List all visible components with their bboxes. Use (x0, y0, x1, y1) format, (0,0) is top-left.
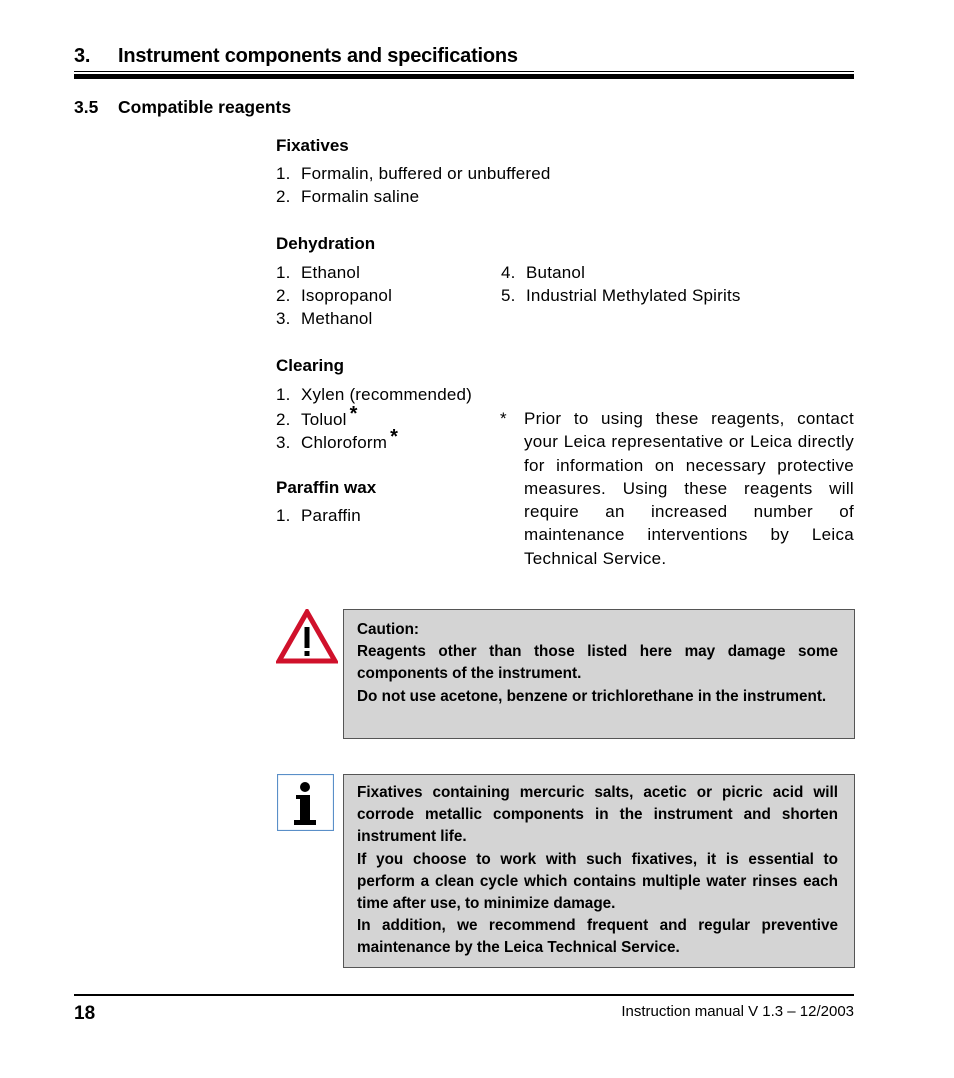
list-text: Paraffin (301, 506, 361, 525)
section-number: 3.5 (74, 97, 99, 117)
clearing-heading: Clearing (276, 356, 345, 375)
chapter-title (74, 45, 518, 68)
asterisk-mark: * (390, 426, 399, 448)
header-rule-thin (74, 71, 854, 72)
info-icon (277, 774, 334, 831)
section-title (74, 97, 291, 118)
list-text: Toluol (301, 410, 347, 429)
asterisk-mark: * (349, 403, 358, 425)
chapter-title-text: Instrument components and specifications (118, 45, 518, 67)
info-paragraph-1: Fixatives containing mercuric salts, acetic or picric acid will corrode metallic components in the instrument and shorten instrument life. (357, 784, 838, 846)
list-item (276, 506, 361, 526)
list-number: 1. (276, 263, 291, 282)
list-number: 1. (276, 385, 291, 404)
list-item (276, 309, 373, 329)
footnote-text: Prior to using these reagents, contact your Leica representative or Leica directly for information on necessary protective measures. Using these reagents will require an increased number of maintenance interventions by Leica Technical Service. (524, 409, 854, 568)
dehydration-heading: Dehydration (276, 234, 376, 253)
info-paragraph-2: If you choose to work with such fixatives, it is essential to perform a clean cycle which contains multiple water rinses each time after use, to minimize damage. (357, 850, 838, 913)
section-title-text: Compatible reagents (118, 97, 292, 117)
list-item (276, 426, 399, 454)
list-text: Methanol (301, 309, 373, 328)
list-item (276, 187, 419, 207)
list-text: Ethanol (301, 263, 361, 282)
list-item (501, 263, 585, 283)
list-text: Butanol (526, 263, 586, 282)
list-number: 2. (276, 187, 291, 206)
list-text: Isopropanol (301, 286, 393, 305)
list-number: 1. (276, 164, 291, 183)
fixatives-heading: Fixatives (276, 136, 349, 155)
footer-rule (74, 994, 854, 996)
list-number: 5. (501, 286, 516, 305)
list-item (276, 164, 551, 184)
header-rule-thick (74, 74, 854, 79)
list-number: 3. (276, 309, 291, 328)
caution-title: Caution: (357, 621, 420, 638)
caution-line-2: Do not use acetone, benzene or trichlorethane in the instrument. (357, 687, 827, 705)
list-item (276, 286, 392, 306)
list-text: Formalin, buffered or unbuffered (301, 164, 551, 183)
list-item (276, 385, 472, 405)
list-number: 1. (276, 506, 291, 525)
info-paragraph-3: In addition, we recommend frequent and regular preventive maintenance by the Leica Technical Service. (357, 917, 838, 957)
footnote (500, 407, 854, 570)
chapter-number: 3. (74, 45, 91, 67)
footer-text: Instruction manual V 1.3 – 12/2003 (621, 1003, 854, 1020)
list-text: Chloroform (301, 433, 388, 452)
list-text: Formalin saline (301, 187, 420, 206)
paraffin-heading: Paraffin wax (276, 478, 377, 497)
list-number: 2. (276, 286, 291, 305)
caution-box (343, 609, 855, 739)
page-number: 18 (74, 1003, 96, 1024)
list-item (276, 403, 358, 431)
list-item (501, 286, 741, 306)
list-text: Industrial Methylated Spirits (526, 286, 741, 305)
list-number: 4. (501, 263, 516, 282)
caution-line-1: Reagents other than those listed here may damage some components of the instrument. (357, 643, 838, 683)
list-number: 3. (276, 433, 291, 452)
info-box (343, 774, 855, 968)
list-text: Xylen (recommended) (301, 385, 473, 404)
footnote-mark: * (500, 409, 507, 428)
list-number: 2. (276, 410, 291, 429)
list-item (276, 263, 360, 283)
warning-icon (276, 609, 338, 665)
